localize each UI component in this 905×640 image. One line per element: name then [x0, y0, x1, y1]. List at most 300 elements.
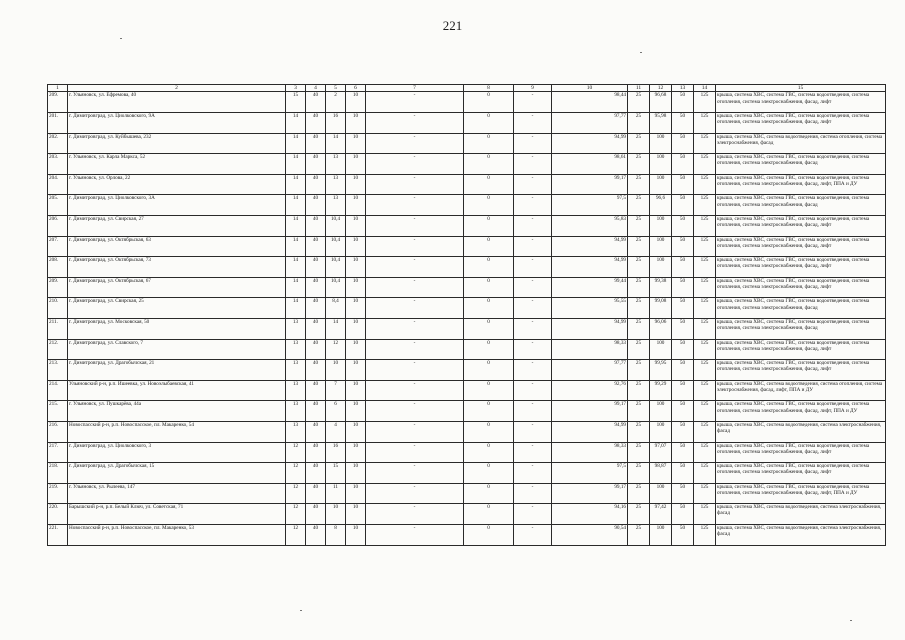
table-cell-col-10: 99,17: [552, 401, 628, 422]
table-cell-col-1: 212.: [48, 339, 68, 360]
table-cell-col-14: 125: [694, 504, 716, 525]
table-cell-col-9: -: [514, 257, 552, 278]
table-cell-col-15: крыша, система ХВС, система ГВС, система водоотведения, система отопления, система электроснабжения, фасад: [716, 154, 886, 175]
table-cell-col-2: г. Димитровград, ул. Свирская, 25: [68, 298, 286, 319]
table-cell-col-6: 10: [346, 442, 366, 463]
table-cell-col-4: 40: [306, 380, 326, 401]
table-cell-col-15: крыша, система ХВС, система ГВС, система водоотведения, система отопления, система электроснабжения, фасад, лифт: [716, 277, 886, 298]
table-cell-col-3: 12: [286, 504, 306, 525]
table-row: [48, 442, 886, 463]
table-cell-col-12: 96,68: [650, 92, 672, 113]
header-cell-8: 8: [464, 85, 514, 92]
table-cell-col-5: 4: [326, 421, 346, 442]
table-cell-col-8: 0: [464, 483, 514, 504]
table-cell-col-13: 50: [672, 401, 694, 422]
table-cell-col-14: 125: [694, 236, 716, 257]
table-cell-col-4: 40: [306, 277, 326, 298]
table-cell-col-10: 97,77: [552, 360, 628, 381]
table-cell-col-2: Новоспасский р-н, р.п. Новоспасское, пл. Макаренко, 54: [68, 421, 286, 442]
table-row: [48, 216, 886, 237]
table-cell-col-2: Барышский р-н, р.п. Белый Ключ, ул. Советская, 71: [68, 504, 286, 525]
table-cell-col-12: 99,08: [650, 298, 672, 319]
table-cell-col-10: 97,77: [552, 113, 628, 134]
table-cell-col-4: 40: [306, 504, 326, 525]
table-cell-col-4: 40: [306, 401, 326, 422]
table-cell-col-12: 96,6: [650, 195, 672, 216]
table-cell-col-1: 213.: [48, 360, 68, 381]
page-number: 221: [442, 18, 463, 33]
header-cell-13: 13: [672, 85, 694, 92]
table-row: [48, 277, 886, 298]
table-cell-col-9: -: [514, 463, 552, 484]
table-cell-col-5: 12: [326, 339, 346, 360]
table-cell-col-11: 25: [628, 442, 650, 463]
table-cell-col-3: 12: [286, 442, 306, 463]
table-cell-col-4: 40: [306, 236, 326, 257]
table-cell-col-10: 95,55: [552, 298, 628, 319]
table-cell-col-3: 12: [286, 524, 306, 545]
header-cell-6: 6: [346, 85, 366, 92]
table-cell-col-14: 125: [694, 257, 716, 278]
table-cell-col-14: 125: [694, 339, 716, 360]
table-cell-col-12: 100: [650, 216, 672, 237]
table-cell-col-4: 40: [306, 195, 326, 216]
table-cell-col-13: 50: [672, 277, 694, 298]
table-cell-col-9: -: [514, 154, 552, 175]
table-cell-col-3: 14: [286, 236, 306, 257]
table-cell-col-2: г. Димитровград, ул. Октябрьская, 73: [68, 257, 286, 278]
table-cell-col-8: 0: [464, 319, 514, 340]
table-cell-col-11: 25: [628, 92, 650, 113]
table-cell-col-7: -: [366, 298, 464, 319]
table-cell-col-12: 100: [650, 339, 672, 360]
table-cell-col-3: 15: [286, 92, 306, 113]
table-cell-col-9: -: [514, 483, 552, 504]
table-cell-col-8: 0: [464, 236, 514, 257]
table-cell-col-15: крыша, система ХВС, система ГВС, система водоотведения, система отопления, система электроснабжения, фасад, лифт: [716, 442, 886, 463]
table-cell-col-5: 13: [326, 195, 346, 216]
table-row: [48, 360, 886, 381]
table-cell-col-5: 10,4: [326, 257, 346, 278]
table-cell-col-15: крыша, система ХВС, система ГВС, система водоотведения, система отопления, система электроснабжения, фасад, лифт: [716, 360, 886, 381]
table-cell-col-11: 25: [628, 236, 650, 257]
table-cell-col-12: 99,29: [650, 380, 672, 401]
table-cell-col-12: 100: [650, 133, 672, 154]
table-row: [48, 174, 886, 195]
table-cell-col-11: 25: [628, 421, 650, 442]
table-cell-col-7: -: [366, 133, 464, 154]
table-cell-col-15: крыша, система ХВС, система ГВС, система водоотведения, система отопления, система электроснабжения, фасад, лифт: [716, 257, 886, 278]
header-cell-3: 3: [286, 85, 306, 92]
table-cell-col-6: 10: [346, 236, 366, 257]
table-cell-col-14: 125: [694, 401, 716, 422]
table-row: [48, 113, 886, 134]
table-cell-col-15: крыша, система ХВС, система водоотведения, система отопления, система электроснабжения, фасад: [716, 133, 886, 154]
table-cell-col-8: 0: [464, 524, 514, 545]
table-cell-col-1: 215.: [48, 401, 68, 422]
table-cell-col-10: 94,99: [552, 236, 628, 257]
table-cell-col-3: 13: [286, 401, 306, 422]
table-cell-col-8: 0: [464, 442, 514, 463]
table-cell-col-3: 13: [286, 339, 306, 360]
table-cell-col-10: 92,76: [552, 380, 628, 401]
table-cell-col-1: 219.: [48, 483, 68, 504]
table-cell-col-5: 13: [326, 174, 346, 195]
table-cell-col-11: 25: [628, 319, 650, 340]
table-cell-col-4: 40: [306, 360, 326, 381]
table-cell-col-8: 0: [464, 195, 514, 216]
table-cell-col-5: 6: [326, 401, 346, 422]
table-cell-col-13: 50: [672, 360, 694, 381]
table-row: [48, 319, 886, 340]
table-cell-col-13: 50: [672, 216, 694, 237]
table-cell-col-8: 0: [464, 401, 514, 422]
table-cell-col-14: 125: [694, 483, 716, 504]
table-cell-col-12: 100: [650, 421, 672, 442]
table-cell-col-15: крыша, система ХВС, система водоотведения, система отопления, система электроснабжения, фасад, лифт, ППА и ДУ: [716, 380, 886, 401]
table-cell-col-11: 25: [628, 339, 650, 360]
table-cell-col-10: 94,99: [552, 257, 628, 278]
header-cell-14: 14: [694, 85, 716, 92]
table-cell-col-13: 50: [672, 257, 694, 278]
table-cell-col-2: г. Димитровград, ул. Драгобычская, 21: [68, 360, 286, 381]
table-cell-col-1: 209.: [48, 277, 68, 298]
table-cell-col-1: 220.: [48, 504, 68, 525]
table-cell-col-10: 95,83: [552, 216, 628, 237]
table-cell-col-14: 125: [694, 298, 716, 319]
table-cell-col-1: 216.: [48, 421, 68, 442]
table-cell-col-12: 97,07: [650, 442, 672, 463]
table-cell-col-2: г. Димитровград, ул. Октябрьская, 63: [68, 236, 286, 257]
table-cell-col-5: 16: [326, 113, 346, 134]
table-cell-col-6: 10: [346, 319, 366, 340]
table-cell-col-9: -: [514, 216, 552, 237]
table-cell-col-11: 25: [628, 524, 650, 545]
table-cell-col-13: 50: [672, 113, 694, 134]
table-cell-col-1: 210.: [48, 298, 68, 319]
scan-speck: [300, 610, 302, 611]
scan-speck: [120, 38, 122, 39]
table-cell-col-5: 10,4: [326, 236, 346, 257]
table-cell-col-4: 40: [306, 298, 326, 319]
table-cell-col-8: 0: [464, 277, 514, 298]
table-cell-col-9: -: [514, 133, 552, 154]
table-cell-col-7: -: [366, 216, 464, 237]
table-cell-col-2: г. Димитровград, ул. Куйбышева, 232: [68, 133, 286, 154]
table-cell-col-6: 10: [346, 380, 366, 401]
table-cell-col-2: г. Димитровград, ул. Славского, 7: [68, 339, 286, 360]
table-cell-col-8: 0: [464, 339, 514, 360]
table-cell-col-3: 14: [286, 216, 306, 237]
table-cell-col-4: 40: [306, 113, 326, 134]
table-cell-col-6: 10: [346, 277, 366, 298]
table-cell-col-6: 10: [346, 401, 366, 422]
table-cell-col-4: 40: [306, 483, 326, 504]
table-cell-col-7: -: [366, 277, 464, 298]
table-cell-col-9: -: [514, 504, 552, 525]
table-row: [48, 154, 886, 175]
table-cell-col-6: 10: [346, 133, 366, 154]
table-cell-col-6: 10: [346, 504, 366, 525]
table-cell-col-4: 40: [306, 421, 326, 442]
table-cell-col-10: 98,61: [552, 154, 628, 175]
table-cell-col-14: 125: [694, 154, 716, 175]
table-cell-col-12: 97,42: [650, 504, 672, 525]
table-row: [48, 133, 886, 154]
table-row: [48, 236, 886, 257]
table-cell-col-5: 15: [326, 463, 346, 484]
table-cell-col-14: 125: [694, 442, 716, 463]
table-cell-col-9: -: [514, 298, 552, 319]
table-cell-col-15: крыша, система ХВС, система ГВС, система водоотведения, система отопления, система электроснабжения, фасад: [716, 195, 886, 216]
header-row: [48, 85, 886, 92]
table-row: [48, 524, 886, 545]
header-cell-4: 4: [306, 85, 326, 92]
table-cell-col-1: 201.: [48, 113, 68, 134]
table-cell-col-1: 208.: [48, 257, 68, 278]
table-cell-col-3: 12: [286, 483, 306, 504]
table-row: [48, 463, 886, 484]
data-table-container: [47, 84, 885, 546]
table-cell-col-3: 13: [286, 319, 306, 340]
table-cell-col-10: 99,17: [552, 483, 628, 504]
table-cell-col-11: 25: [628, 401, 650, 422]
table-row: [48, 195, 886, 216]
table-cell-col-12: 100: [650, 174, 672, 195]
table-cell-col-3: 14: [286, 195, 306, 216]
table-cell-col-9: -: [514, 319, 552, 340]
table-cell-col-1: 209.: [48, 92, 68, 113]
table-cell-col-11: 25: [628, 216, 650, 237]
table-cell-col-8: 0: [464, 154, 514, 175]
table-cell-col-10: 98,33: [552, 442, 628, 463]
table-cell-col-4: 40: [306, 133, 326, 154]
table-body: [48, 85, 886, 546]
table-cell-col-12: 100: [650, 401, 672, 422]
table-cell-col-4: 40: [306, 154, 326, 175]
table-cell-col-5: 10,4: [326, 216, 346, 237]
table-cell-col-5: 10: [326, 360, 346, 381]
table-cell-col-9: -: [514, 236, 552, 257]
table-cell-col-9: -: [514, 360, 552, 381]
table-cell-col-9: -: [514, 339, 552, 360]
table-cell-col-6: 10: [346, 298, 366, 319]
table-cell-col-10: 98,33: [552, 339, 628, 360]
table-cell-col-8: 0: [464, 113, 514, 134]
table-cell-col-1: 217.: [48, 442, 68, 463]
table-cell-col-11: 25: [628, 298, 650, 319]
table-cell-col-3: 14: [286, 257, 306, 278]
table-cell-col-7: -: [366, 483, 464, 504]
table-cell-col-12: 100: [650, 524, 672, 545]
table-cell-col-1: 203.: [48, 154, 68, 175]
table-cell-col-7: -: [366, 504, 464, 525]
table-cell-col-6: 10: [346, 421, 366, 442]
table-cell-col-8: 0: [464, 257, 514, 278]
header-cell-7: 7: [366, 85, 464, 92]
table-cell-col-7: -: [366, 360, 464, 381]
table-cell-col-14: 125: [694, 380, 716, 401]
table-cell-col-12: 95,98: [650, 113, 672, 134]
table-row: [48, 298, 886, 319]
table-cell-col-2: г. Ульяновск, ул. Рылеева, 147: [68, 483, 286, 504]
table-cell-col-9: -: [514, 277, 552, 298]
table-cell-col-4: 40: [306, 174, 326, 195]
table-cell-col-11: 25: [628, 277, 650, 298]
table-cell-col-11: 25: [628, 380, 650, 401]
table-cell-col-1: 207.: [48, 236, 68, 257]
table-cell-col-8: 0: [464, 360, 514, 381]
table-cell-col-10: 97,5: [552, 463, 628, 484]
table-cell-col-10: 94,99: [552, 319, 628, 340]
table-cell-col-1: 211.: [48, 319, 68, 340]
table-cell-col-6: 10: [346, 154, 366, 175]
table-cell-col-7: -: [366, 442, 464, 463]
table-cell-col-13: 50: [672, 380, 694, 401]
table-row: [48, 421, 886, 442]
table-cell-col-9: -: [514, 421, 552, 442]
table-cell-col-7: -: [366, 174, 464, 195]
table-row: [48, 483, 886, 504]
table-cell-col-4: 40: [306, 339, 326, 360]
table-cell-col-3: 13: [286, 360, 306, 381]
table-cell-col-10: 99,44: [552, 277, 628, 298]
table-cell-col-3: 13: [286, 380, 306, 401]
table-cell-col-3: 14: [286, 298, 306, 319]
table-cell-col-1: 206.: [48, 216, 68, 237]
table-cell-col-12: 100: [650, 483, 672, 504]
table-cell-col-11: 25: [628, 195, 650, 216]
table-cell-col-7: -: [366, 339, 464, 360]
table-cell-col-7: -: [366, 113, 464, 134]
table-cell-col-9: -: [514, 524, 552, 545]
table-cell-col-15: крыша, система ХВС, система ГВС, система водоотведения, система отопления, система электроснабжения, фасад, лифт: [716, 339, 886, 360]
table-cell-col-4: 40: [306, 92, 326, 113]
table-cell-col-9: -: [514, 442, 552, 463]
table-cell-col-13: 50: [672, 195, 694, 216]
table-cell-col-11: 25: [628, 133, 650, 154]
table-cell-col-5: 16: [326, 442, 346, 463]
table-cell-col-11: 25: [628, 483, 650, 504]
table-cell-col-10: 99,17: [552, 174, 628, 195]
table-cell-col-14: 125: [694, 463, 716, 484]
table-cell-col-14: 125: [694, 174, 716, 195]
table-cell-col-13: 50: [672, 524, 694, 545]
header-cell-11: 11: [628, 85, 650, 92]
table-cell-col-5: 8,4: [326, 298, 346, 319]
table-cell-col-3: 14: [286, 174, 306, 195]
table-cell-col-5: 14: [326, 133, 346, 154]
table-cell-col-7: -: [366, 257, 464, 278]
table-cell-col-9: -: [514, 113, 552, 134]
table-cell-col-3: 14: [286, 113, 306, 134]
table-cell-col-11: 25: [628, 360, 650, 381]
table-cell-col-9: -: [514, 92, 552, 113]
header-cell-10: 10: [552, 85, 628, 92]
table-cell-col-10: 98,44: [552, 92, 628, 113]
table-cell-col-6: 10: [346, 257, 366, 278]
table-cell-col-12: 99,95: [650, 360, 672, 381]
table-cell-col-13: 50: [672, 483, 694, 504]
table-cell-col-3: 12: [286, 463, 306, 484]
table-cell-col-4: 40: [306, 442, 326, 463]
table-cell-col-8: 0: [464, 298, 514, 319]
table-cell-col-5: 14: [326, 319, 346, 340]
table-cell-col-14: 125: [694, 524, 716, 545]
table-cell-col-14: 125: [694, 92, 716, 113]
table-cell-col-15: крыша, система ХВС, система ГВС, система водоотведения, система отопления, система электроснабжения, фасад: [716, 319, 886, 340]
table-cell-col-13: 50: [672, 504, 694, 525]
table-cell-col-13: 50: [672, 92, 694, 113]
table-cell-col-14: 125: [694, 277, 716, 298]
table-cell-col-11: 25: [628, 504, 650, 525]
table-cell-col-4: 40: [306, 257, 326, 278]
table-cell-col-12: 99,38: [650, 277, 672, 298]
table-cell-col-1: 202.: [48, 133, 68, 154]
table-cell-col-4: 40: [306, 463, 326, 484]
table-row: [48, 339, 886, 360]
table-cell-col-6: 10: [346, 483, 366, 504]
table-cell-col-9: -: [514, 195, 552, 216]
table-cell-col-1: 214.: [48, 380, 68, 401]
table-cell-col-13: 50: [672, 298, 694, 319]
table-cell-col-14: 125: [694, 216, 716, 237]
table-cell-col-8: 0: [464, 174, 514, 195]
table-cell-col-8: 0: [464, 216, 514, 237]
table-cell-col-11: 25: [628, 257, 650, 278]
table-cell-col-15: крыша, система ХВС, система водоотведения, система электроснабжения, фасад: [716, 421, 886, 442]
table-cell-col-6: 10: [346, 174, 366, 195]
table-cell-col-2: г. Димитровград, ул. Драгобычская, 15: [68, 463, 286, 484]
table-cell-col-15: крыша, система ХВС, система ГВС, система водоотведения, система отопления, система электроснабжения, фасад, лифт, ППА и ДУ: [716, 174, 886, 195]
table-cell-col-13: 50: [672, 174, 694, 195]
table-cell-col-4: 40: [306, 319, 326, 340]
table-cell-col-5: 10,4: [326, 277, 346, 298]
table-cell-col-14: 125: [694, 113, 716, 134]
table-cell-col-12: 100: [650, 154, 672, 175]
table-cell-col-8: 0: [464, 463, 514, 484]
table-cell-col-8: 0: [464, 92, 514, 113]
table-cell-col-6: 10: [346, 216, 366, 237]
table-cell-col-15: крыша, система ХВС, система водоотведения, система электроснабжения, фасад: [716, 524, 886, 545]
table-cell-col-7: -: [366, 195, 464, 216]
table-cell-col-2: г. Димитровград, ул. Свирская, 27: [68, 216, 286, 237]
table-cell-col-3: 13: [286, 421, 306, 442]
table-cell-col-2: г. Ульяновск, ул. Карла Маркса, 52: [68, 154, 286, 175]
table-cell-col-14: 125: [694, 360, 716, 381]
table-cell-col-7: -: [366, 92, 464, 113]
table-cell-col-15: крыша, система ХВС, система ГВС, система водоотведения, система отопления, система электроснабжения, фасад, лифт: [716, 236, 886, 257]
table-cell-col-6: 10: [346, 92, 366, 113]
table-cell-col-14: 125: [694, 421, 716, 442]
table-cell-col-14: 125: [694, 195, 716, 216]
table-cell-col-15: крыша, система ХВС, система ГВС, система водоотведения, система отопления, система электроснабжения, фасад, лифт: [716, 216, 886, 237]
table-cell-col-15: крыша, система ХВС, система ГВС, система водоотведения, система отопления, система электроснабжения, фасад: [716, 298, 886, 319]
table-cell-col-2: Ульяновский р-н, р.п. Ишеевка, ул. Новоэлыбаевская, 41: [68, 380, 286, 401]
table-cell-col-6: 10: [346, 339, 366, 360]
table-cell-col-3: 14: [286, 277, 306, 298]
table-cell-col-2: Новоспасский р-н, р.п. Новоспасское, пл. Макаренко, 53: [68, 524, 286, 545]
table-row: [48, 401, 886, 422]
table-cell-col-5: 11: [326, 483, 346, 504]
table-cell-col-5: 8: [326, 524, 346, 545]
table-cell-col-10: 97,5: [552, 195, 628, 216]
header-cell-12: 12: [650, 85, 672, 92]
table-row: [48, 380, 886, 401]
table-cell-col-11: 25: [628, 113, 650, 134]
table-cell-col-1: 218.: [48, 463, 68, 484]
table-row: [48, 504, 886, 525]
